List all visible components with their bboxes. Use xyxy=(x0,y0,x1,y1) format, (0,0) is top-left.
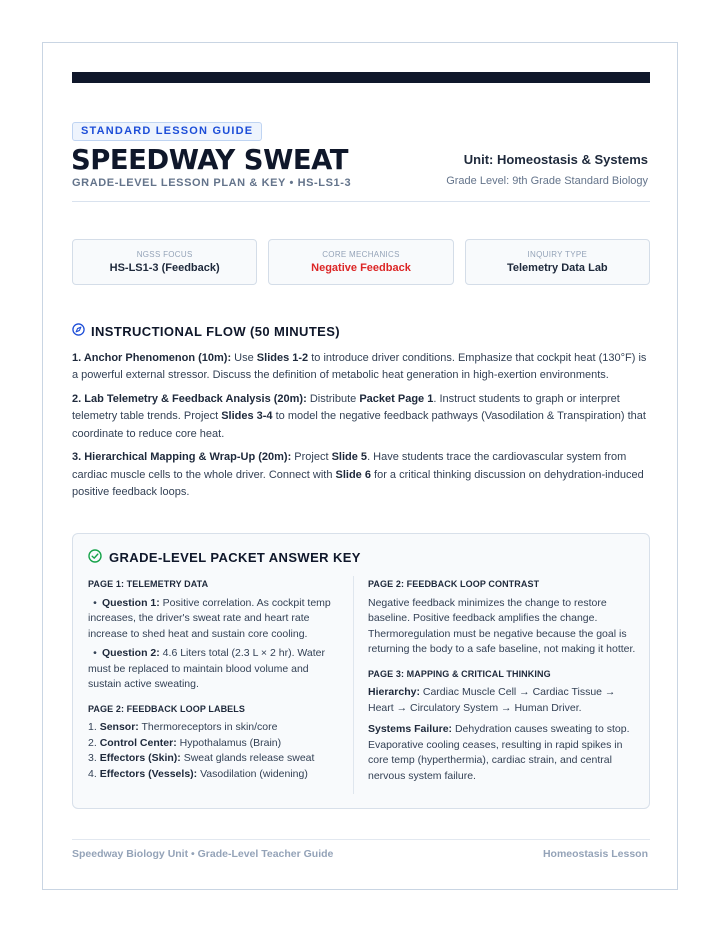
contrast-answer: Negative feedback minimizes the change to restore baseline. Positive feedback amplifies the change. Thermoregulation must be negative because the goal is returning the body to a safe baseline, not making it hotter. xyxy=(368,596,636,655)
list-item xyxy=(88,736,340,752)
step-emph: Slide 6 xyxy=(335,468,371,481)
lesson-tag: STANDARD LESSON GUIDE xyxy=(72,122,262,141)
answer-label: Systems Failure: xyxy=(368,723,453,735)
step-text: . Have students trace the cardiovascular system from cardiac muscle cells to the whole driver. Connect with xyxy=(72,451,627,481)
card-label: NGSS FOCUS xyxy=(136,250,193,259)
item-term: Sensor: xyxy=(99,721,139,733)
flow-title: INSTRUCTIONAL FLOW (50 MINUTES) xyxy=(91,323,341,339)
footer-left: Speedway Biology Unit • Grade-Level Teacher Guide xyxy=(72,848,334,860)
failure-answer xyxy=(368,722,636,784)
unit-label: Unit: Homeostasis & Systems xyxy=(463,152,648,167)
flow-step-2 xyxy=(72,391,652,443)
key-subheading: PAGE 2: FEEDBACK LOOP LABELS xyxy=(88,703,245,714)
item-text: Vasodilation (widening) xyxy=(197,767,308,780)
step-emph: Slide 5 xyxy=(331,451,368,464)
telemetry-answers xyxy=(88,596,340,693)
card-label: CORE MECHANICS xyxy=(322,250,400,259)
list-item xyxy=(88,767,340,783)
card-inquiry xyxy=(465,239,650,285)
step-lead: 2. Lab Telemetry & Feedback Analysis (20m): xyxy=(72,393,307,406)
footer-right: Homeostasis Lesson xyxy=(542,848,648,860)
step-emph: Packet Page 1 xyxy=(359,393,434,406)
list-item xyxy=(88,720,340,736)
flow-step-3 xyxy=(72,449,652,501)
card-value: Telemetry Data Lab xyxy=(506,262,608,274)
step-text: Use xyxy=(231,352,257,364)
info-cards xyxy=(72,239,650,285)
step-text: to model the negative feedback pathways (Vasodilation & Transpiration) that coordinate to reduce core heat. xyxy=(72,410,646,440)
item-text: Sweat glands release sweat xyxy=(180,752,315,764)
answer-text: Dehydration causes sweating to stop. Evaporative cooling ceases, resulting in rapid spikes in core temp (hyperthermia), cardiac strain, and central nervous system failure. xyxy=(368,723,630,782)
key-subheading: PAGE 2: FEEDBACK LOOP CONTRAST xyxy=(368,579,540,589)
card-label: INQUIRY TYPE xyxy=(527,250,588,259)
step-lead: 1. Anchor Phenomenon (10m): xyxy=(72,352,232,364)
item-text: Thermoreceptors in skin/core xyxy=(138,721,278,733)
grade-label: Grade Level: 9th Grade Standard Biology xyxy=(446,175,648,187)
page-title: SPEEDWAY SWEAT xyxy=(71,143,348,176)
card-mechanics xyxy=(268,239,453,285)
answer-label: Hierarchy: xyxy=(368,686,420,698)
card-ngss xyxy=(72,239,257,285)
hierarchy-answer xyxy=(368,685,636,716)
item-term: Effectors (Vessels): xyxy=(99,767,198,780)
compass-icon xyxy=(72,323,85,339)
lesson-page xyxy=(42,42,678,890)
item-term: Control Center: xyxy=(99,736,177,749)
answer-text: 4.6 Liters total (2.3 L × 2 hr). Water must be replaced to maintain blood volume and sustain active sweating. xyxy=(88,647,326,690)
answer-key-box xyxy=(72,533,650,809)
top-bar xyxy=(72,72,650,83)
flow-steps xyxy=(72,350,652,508)
list-item: • Question 2: 4.6 Liters total (2.3 L × 2 hr). Water must be replaced to maintain blood volume and sustain active sweating. xyxy=(88,647,326,690)
key-heading xyxy=(88,549,361,566)
item-number: 3. xyxy=(88,752,97,764)
header-divider xyxy=(72,201,650,202)
key-left-column xyxy=(88,577,340,782)
flow-heading xyxy=(72,323,340,339)
feedback-labels xyxy=(88,720,340,782)
item-term: Effectors (Skin): xyxy=(99,752,181,764)
column-divider xyxy=(353,576,354,794)
footer-divider xyxy=(72,839,650,840)
list-item: • Question 1: Positive correlation. As cockpit temp increases, the driver's sweat rate and heart rate increase to shed heat and sustain core cooling. xyxy=(88,596,331,640)
list-item xyxy=(88,751,340,767)
card-value: Negative Feedback xyxy=(311,262,411,274)
step-emph: Slides 3-4 xyxy=(221,410,273,423)
key-subheading: PAGE 1: TELEMETRY DATA xyxy=(88,579,209,589)
answer-label: Question 2: xyxy=(102,647,160,659)
item-number: 4. xyxy=(88,767,97,780)
key-right-column xyxy=(368,577,636,784)
step-emph: Slides 1-2 xyxy=(256,352,309,364)
step-text: Distribute xyxy=(306,393,360,406)
item-number: 1. xyxy=(88,721,97,733)
answer-text: Positive correlation. As cockpit temp increases, the driver's sweat rate and heart rate increase to shed heat and sustain core cooling. xyxy=(88,596,331,640)
answer-label: Question 1: xyxy=(102,596,160,609)
step-lead: 3. Hierarchical Mapping & Wrap-Up (20m): xyxy=(72,451,292,464)
item-text: Hypothalamus (Brain) xyxy=(176,736,282,749)
key-subheading: PAGE 3: MAPPING & CRITICAL THINKING xyxy=(368,668,551,679)
item-number: 2. xyxy=(88,736,97,749)
step-text: to introduce driver conditions. Emphasize that cockpit heat (130°F) is a powerful external stressor. Discuss the definition of metabolic heat generation in high-exertion environments. xyxy=(72,352,647,382)
page-subtitle: GRADE-LEVEL LESSON PLAN & KEY • HS-LS1-3 xyxy=(72,177,352,189)
step-text: Project xyxy=(291,451,332,464)
step-text: for a critical thinking discussion on dehydration-induced positive feedback loops. xyxy=(72,468,644,499)
answer-text: Cardiac Muscle Cell → Cardiac Tissue → Heart → Circulatory System → Human Driver. xyxy=(368,686,616,714)
flow-step-1 xyxy=(72,350,652,385)
check-circle-icon xyxy=(88,549,102,566)
step-text: . Instruct students to graph or interpret telemetry table trends. Project xyxy=(72,393,620,423)
key-title: GRADE-LEVEL PACKET ANSWER KEY xyxy=(109,550,361,565)
card-value: HS-LS1-3 (Feedback) xyxy=(109,262,220,274)
